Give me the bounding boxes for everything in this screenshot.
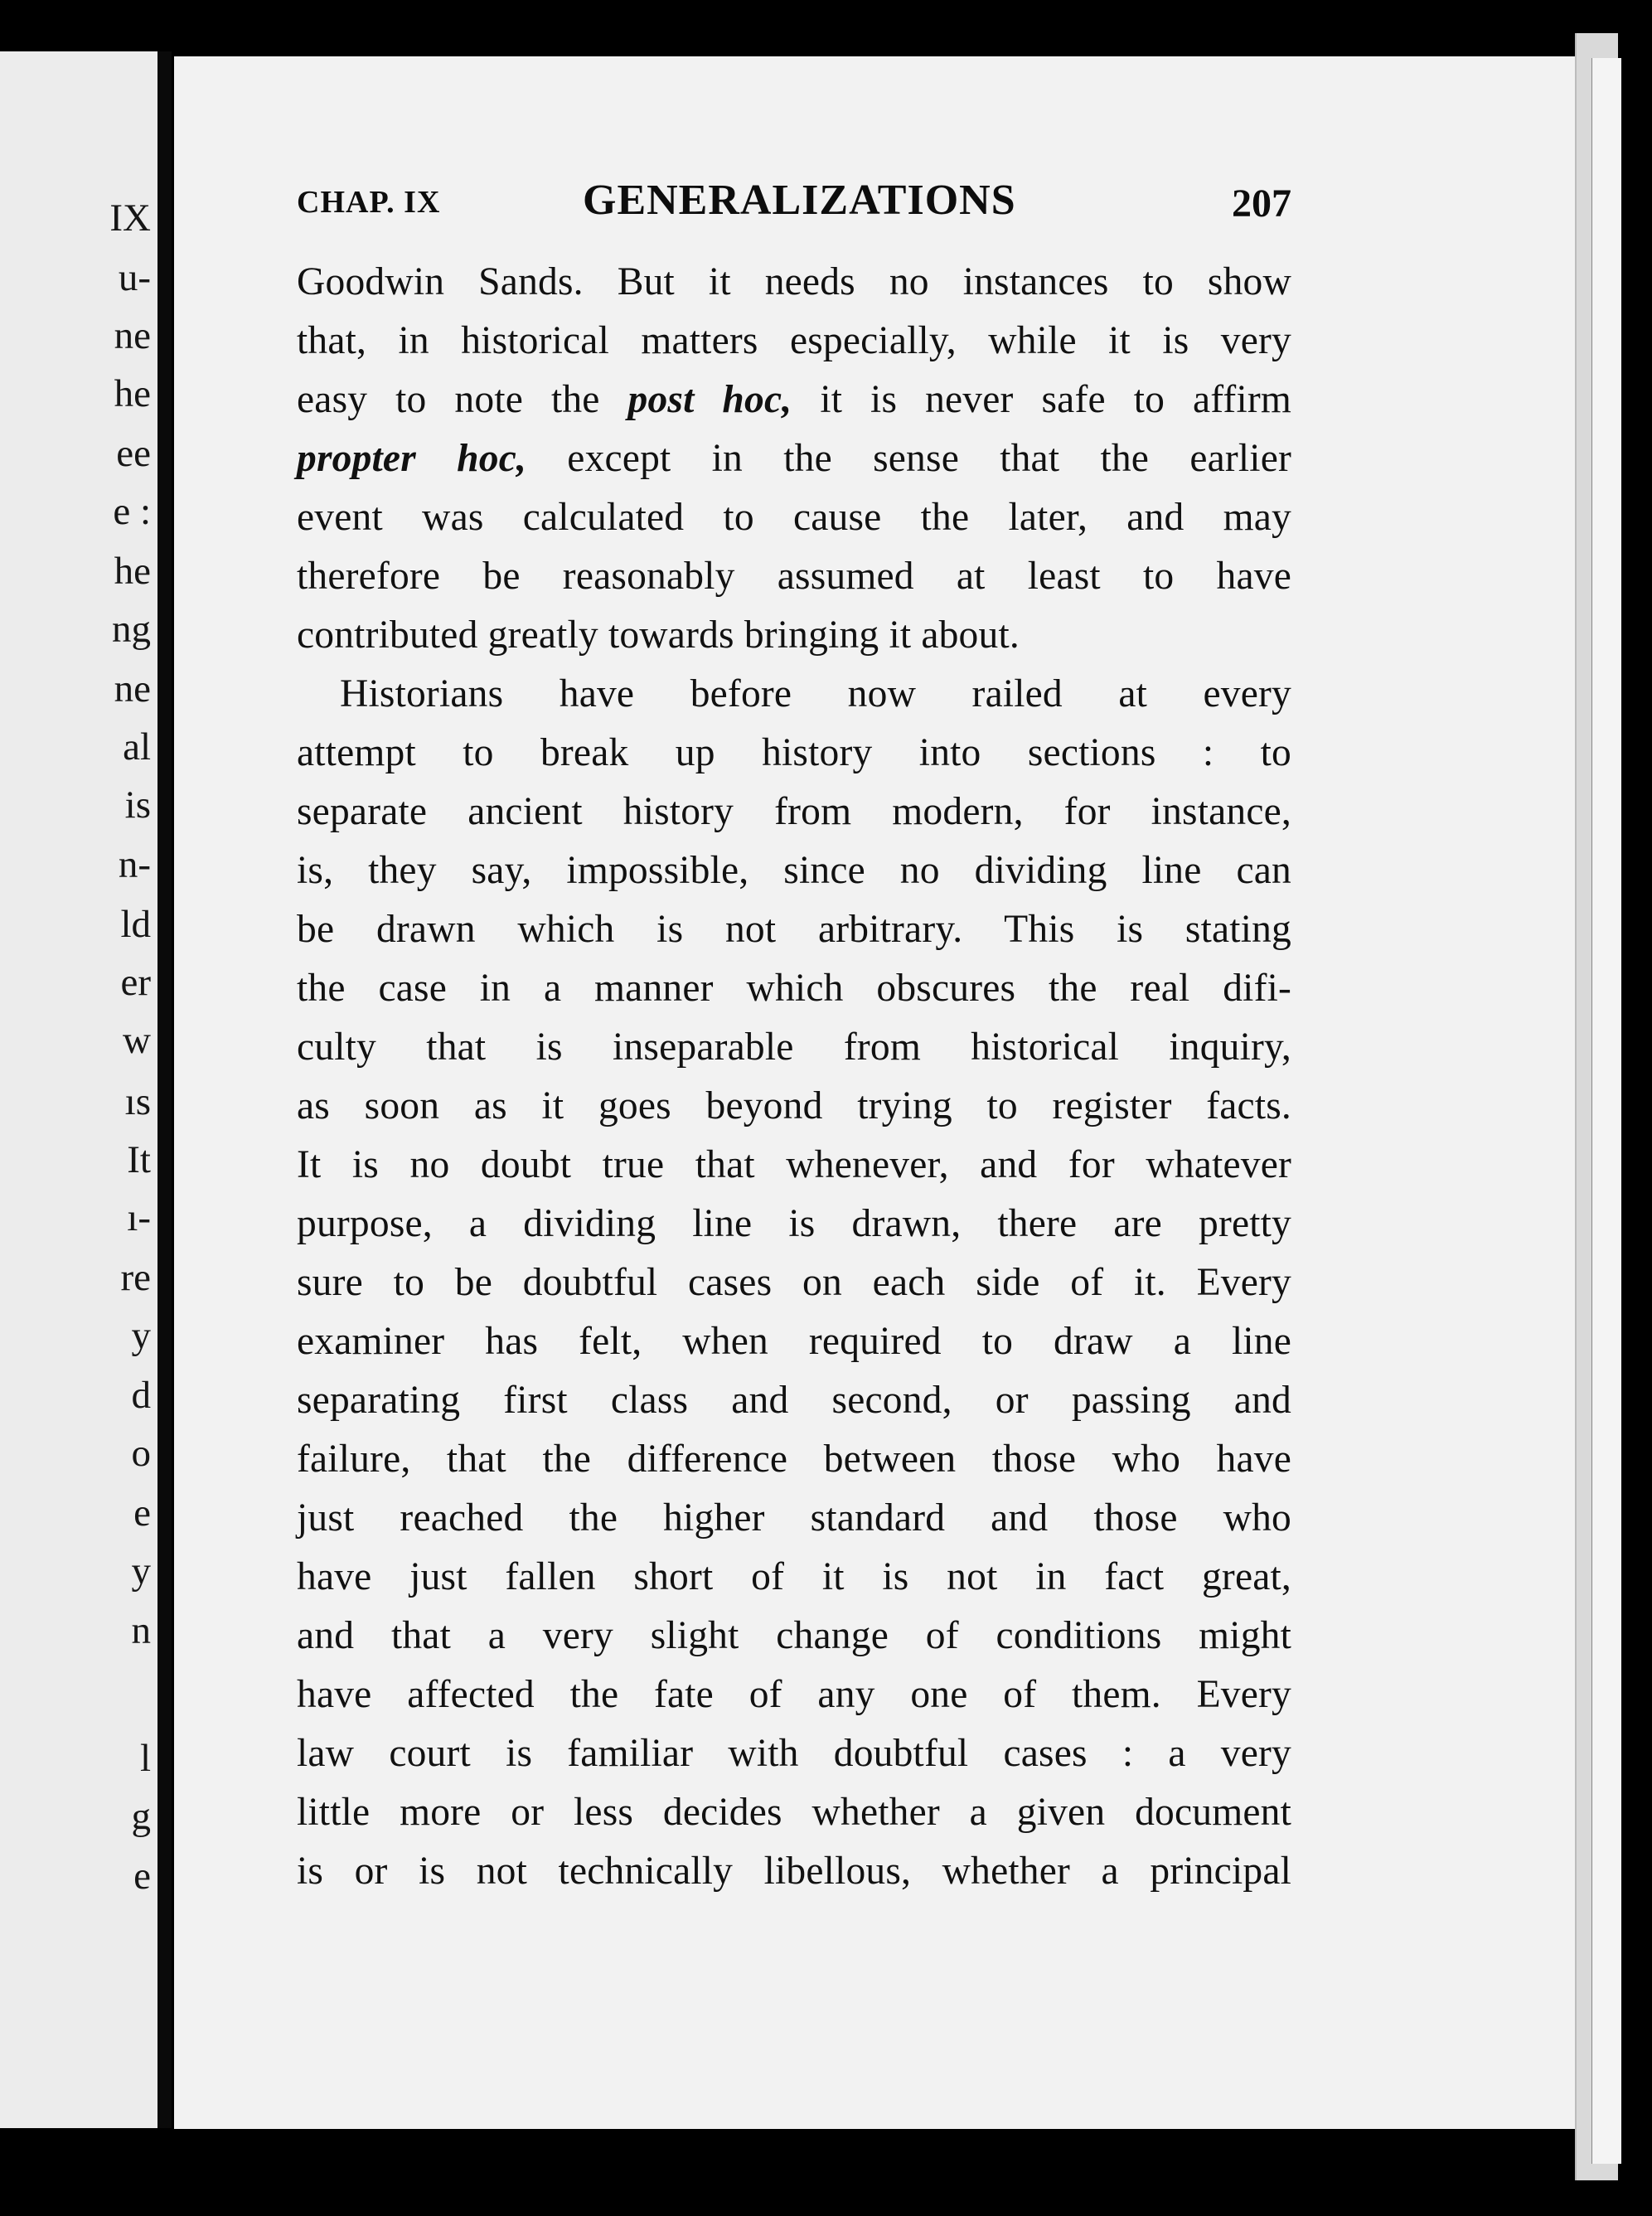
left-page-fragment: he [114, 550, 151, 593]
italic-phrase: post hoc, [627, 378, 792, 421]
text-line: and that a very slight change of conditions might [297, 1614, 1291, 1657]
left-page-fragment: u- [118, 256, 151, 299]
text-line: Goodwin Sands. But it needs no instances to show [297, 260, 1291, 303]
text-line: just reached the higher standard and those who [297, 1496, 1291, 1540]
left-page-fragment: w [123, 1019, 151, 1062]
left-page-fragment: ı- [127, 1196, 151, 1239]
text-line: as soon as it goes beyond trying to register facts. [297, 1084, 1291, 1127]
left-page-fragment: ıs [124, 1080, 151, 1123]
left-page-fragment: is [124, 783, 151, 827]
left-page-fragment: It [127, 1138, 151, 1181]
text-line [297, 371, 1291, 429]
text-line: attempt to break up history into sections : to [297, 731, 1291, 774]
chapter-label: CHAP. IX [297, 185, 441, 220]
left-page-fragment: ng [112, 608, 151, 651]
left-page-fragment: d [131, 1374, 151, 1417]
text-line: have just fallen short of it is not in fact great, [297, 1555, 1291, 1598]
left-page-fragment: e : [113, 490, 151, 533]
left-page-fragment: re [120, 1256, 151, 1299]
left-page-fragment: IX [109, 196, 151, 240]
text-line: the case in a manner which obscures the real difi- [297, 967, 1291, 1010]
text-line: event was calculated to cause the later, and may [297, 496, 1291, 539]
left-page-fragment: he [114, 372, 151, 415]
body-text [297, 253, 1291, 1901]
text-line: failure, that the difference between those who have [297, 1438, 1291, 1481]
text-line: separate ancient history from modern, for instance, [297, 790, 1291, 833]
text-line: is, they say, impossible, since no dividing line can [297, 849, 1291, 892]
text-line: It is no doubt true that whenever, and for whatever [297, 1143, 1291, 1186]
left-page-fragment: y [131, 1549, 151, 1593]
text-line: culty that is inseparable from historical inquiry, [297, 1026, 1291, 1069]
left-page-fragment: e [133, 1491, 151, 1535]
text-line [297, 429, 1291, 488]
left-page-fragment: er [120, 961, 151, 1004]
left-page-fragment: ld [120, 903, 151, 946]
text-line: separating first class and second, or passing and [297, 1379, 1291, 1422]
text-line: purpose, a dividing line is drawn, there are pretty [297, 1202, 1291, 1245]
page-edge-outer [1591, 58, 1624, 2164]
left-page-fragment: o [131, 1432, 151, 1475]
left-page-fragment: g [131, 1795, 151, 1838]
left-facing-page [0, 51, 157, 2128]
left-page-fragment: l [139, 1737, 151, 1780]
left-page-fragment: e [133, 1855, 151, 1898]
text-line: sure to be doubtful cases on each side of it. Every [297, 1261, 1291, 1304]
left-page-fragment: n- [118, 843, 151, 886]
left-page-fragment: al [123, 725, 151, 769]
text-line: contributed greatly towards bringing it about. [297, 613, 1020, 657]
left-page-fragment: y [131, 1314, 151, 1357]
text-line: law court is familiar with doubtful cases : a very [297, 1732, 1291, 1775]
page-number: 207 [1232, 182, 1291, 225]
text-line: little more or less decides whether a given document [297, 1791, 1291, 1834]
left-page-fragment: n [131, 1609, 151, 1652]
text-line: Historians have before now railed at every [340, 672, 1291, 715]
text-line: examiner has felt, when required to draw a line [297, 1320, 1291, 1363]
text-line: have affected the fate of any one of them. Every [297, 1673, 1291, 1716]
text-line: is or is not technically libellous, whether a principal [297, 1850, 1291, 1893]
text-line: therefore be reasonably assumed at least to have [297, 555, 1291, 598]
text-line: be drawn which is not arbitrary. This is stating [297, 908, 1291, 951]
text-segment: it is never safe to affirm [792, 378, 1292, 421]
book-gutter [157, 51, 172, 2128]
running-title: GENERALIZATIONS [583, 177, 1016, 224]
italic-phrase: propter hoc, [297, 437, 527, 480]
left-page-fragment: ne [114, 314, 151, 357]
text-line: that, in historical matters especially, while it is very [297, 319, 1291, 362]
left-page-fragment: ne [114, 667, 151, 710]
running-header [297, 174, 1291, 232]
left-page-fragment: ee [116, 432, 151, 475]
text-segment: except in the sense that the earlier [526, 437, 1291, 480]
text-segment: easy to note the [297, 378, 628, 421]
